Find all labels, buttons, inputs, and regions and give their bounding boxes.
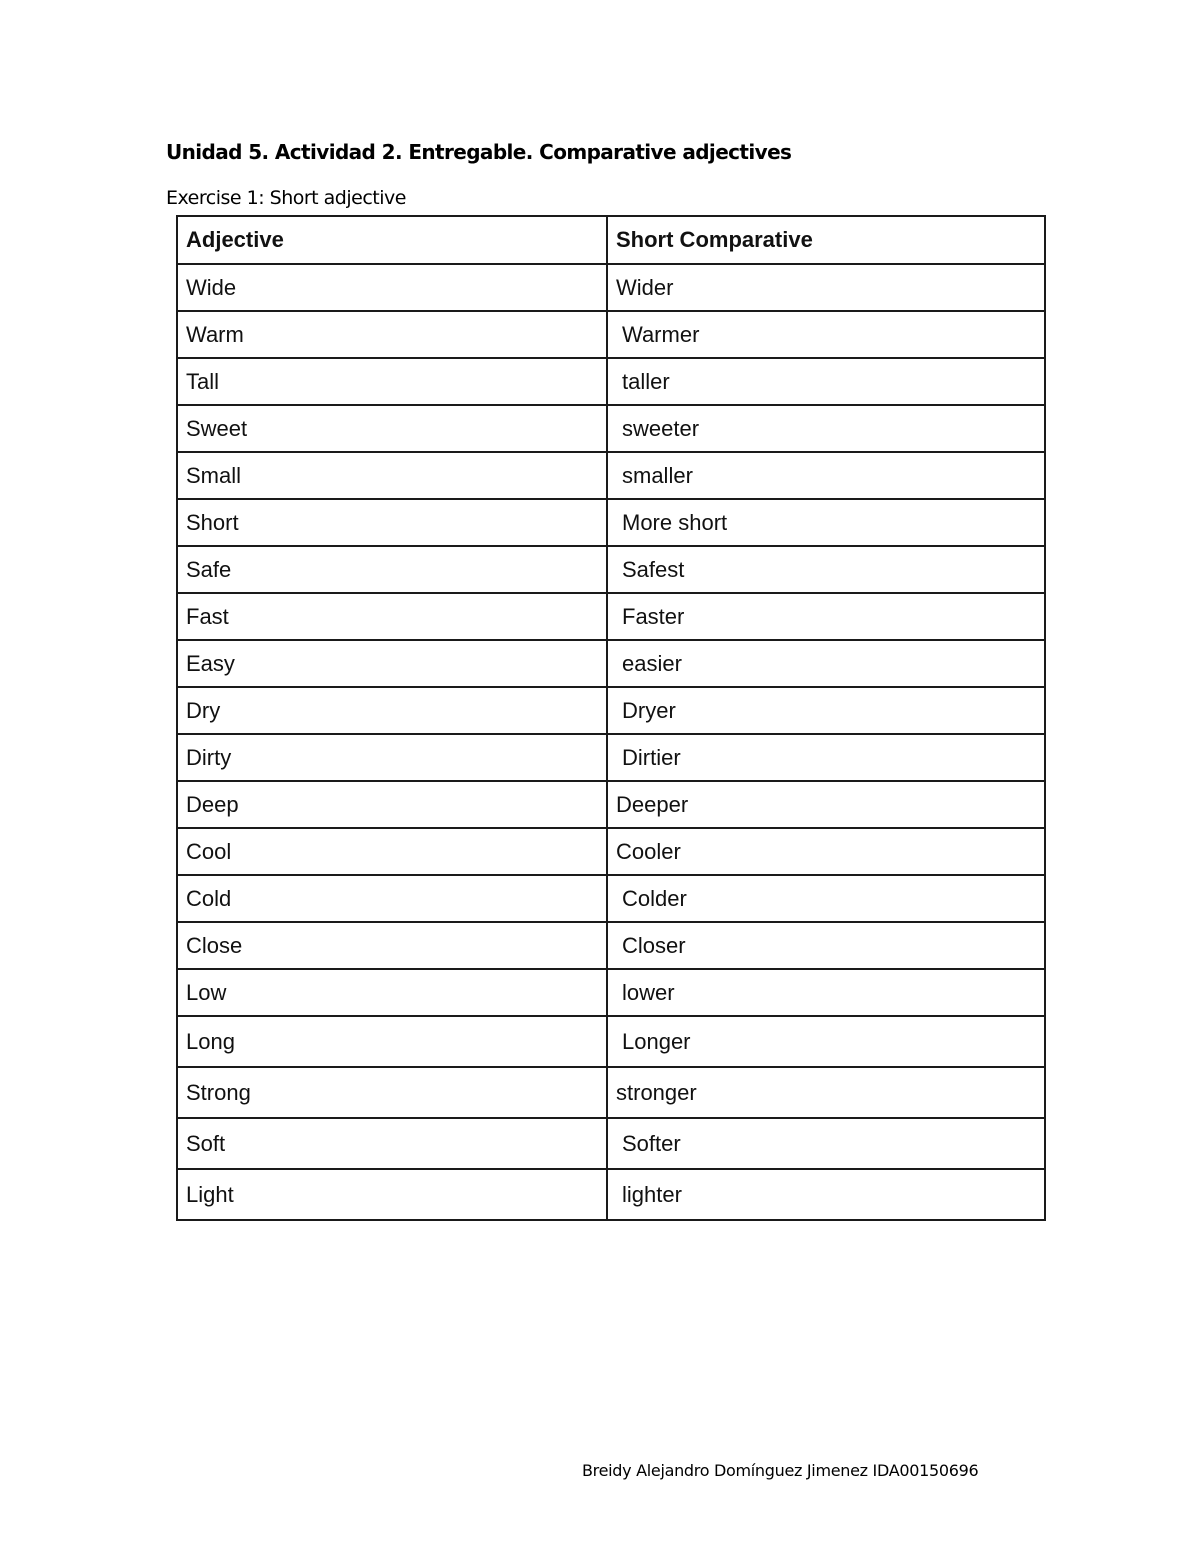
table-row [177, 875, 1045, 922]
adjective-cell: Safe [177, 546, 607, 593]
comparative-cell: lighter [607, 1169, 1045, 1220]
comparative-cell: Colder [607, 875, 1045, 922]
adjective-cell: Soft [177, 1118, 607, 1169]
comparative-cell: sweeter [607, 405, 1045, 452]
table-row [177, 1169, 1045, 1220]
header-adjective: Adjective [177, 216, 607, 264]
comparative-cell: stronger [607, 1067, 1045, 1118]
comparative-cell: smaller [607, 452, 1045, 499]
comparative-cell: Cooler [607, 828, 1045, 875]
table-header-row [177, 216, 1045, 264]
comparative-cell: Dirtier [607, 734, 1045, 781]
table-row [177, 311, 1045, 358]
adjective-cell: Fast [177, 593, 607, 640]
comparative-cell: lower [607, 969, 1045, 1016]
table-row [177, 781, 1045, 828]
adjective-cell: Sweet [177, 405, 607, 452]
table-row [177, 922, 1045, 969]
comparative-adjectives-table [176, 215, 1046, 1221]
table-row [177, 734, 1045, 781]
table-row [177, 452, 1045, 499]
comparative-cell: Deeper [607, 781, 1045, 828]
adjective-cell: Dry [177, 687, 607, 734]
table-row [177, 358, 1045, 405]
adjective-cell: Close [177, 922, 607, 969]
adjective-cell: Tall [177, 358, 607, 405]
table-row [177, 828, 1045, 875]
adjective-cell: Low [177, 969, 607, 1016]
comparative-cell: Longer [607, 1016, 1045, 1067]
table-row [177, 1118, 1045, 1169]
adjective-cell: Cool [177, 828, 607, 875]
table-row [177, 264, 1045, 311]
table-row [177, 499, 1045, 546]
adjective-cell: Strong [177, 1067, 607, 1118]
table-row [177, 405, 1045, 452]
adjective-cell: Wide [177, 264, 607, 311]
adjective-cell: Dirty [177, 734, 607, 781]
table-row [177, 640, 1045, 687]
adjective-cell: Short [177, 499, 607, 546]
comparative-cell: More short [607, 499, 1045, 546]
table-row [177, 1016, 1045, 1067]
document-title: Unidad 5. Actividad 2. Entregable. Comparative adjectives [166, 140, 792, 164]
comparative-cell: Warmer [607, 311, 1045, 358]
comparative-cell: Dryer [607, 687, 1045, 734]
table-row [177, 1067, 1045, 1118]
exercise-heading: Exercise 1: Short adjective [166, 187, 406, 209]
adjective-cell: Easy [177, 640, 607, 687]
header-short-comparative: Short Comparative [607, 216, 1045, 264]
adjective-cell: Light [177, 1169, 607, 1220]
comparative-cell: taller [607, 358, 1045, 405]
adjective-cell: Small [177, 452, 607, 499]
author-footer: Breidy Alejandro Domínguez Jimenez IDA00150696 [582, 1461, 979, 1480]
table-row [177, 593, 1045, 640]
table-row [177, 546, 1045, 593]
adjective-cell: Long [177, 1016, 607, 1067]
adjective-cell: Deep [177, 781, 607, 828]
table-row [177, 687, 1045, 734]
table-row [177, 969, 1045, 1016]
adjective-cell: Warm [177, 311, 607, 358]
comparative-cell: Closer [607, 922, 1045, 969]
comparative-cell: Safest [607, 546, 1045, 593]
comparative-cell: Softer [607, 1118, 1045, 1169]
comparative-cell: Faster [607, 593, 1045, 640]
comparative-cell: easier [607, 640, 1045, 687]
comparative-cell: Wider [607, 264, 1045, 311]
adjective-cell: Cold [177, 875, 607, 922]
